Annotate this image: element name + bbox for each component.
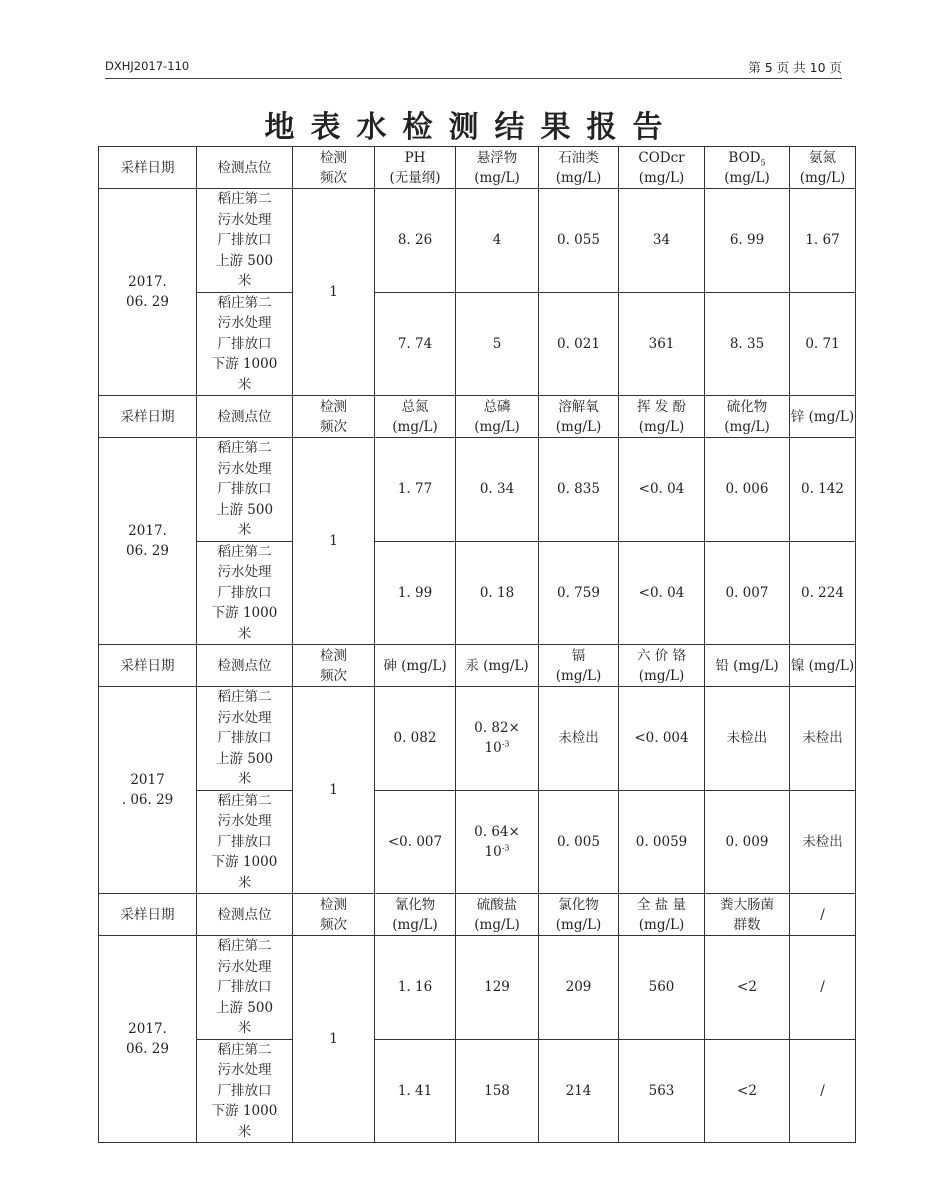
data-row: [99, 292, 856, 396]
sampling-date-header: 采样日期: [99, 396, 197, 438]
location-line: 稻庄第二: [217, 543, 272, 560]
location-line: 厂排放口: [217, 335, 272, 352]
value-cell: 1. 67: [790, 189, 856, 293]
location-line: 米: [237, 874, 252, 891]
location-upstream: [197, 189, 293, 293]
sampling-date-line: 2017.: [128, 523, 167, 539]
location-line: 稻庄第二: [217, 191, 272, 207]
location-line: 米: [237, 771, 252, 787]
location-line: 稻庄第二: [217, 440, 272, 456]
data-row: [99, 189, 856, 293]
sampling-date: [99, 687, 197, 894]
parameter-unit: 群数: [733, 916, 761, 933]
location-line: 上游 500: [215, 252, 274, 269]
parameter-name: 镍 (mg/L): [790, 657, 855, 674]
parameter-name: 六 价 铬: [636, 647, 687, 664]
parameter-unit: (mg/L): [799, 169, 846, 186]
data-row: [99, 1039, 856, 1143]
parameter-header: [790, 396, 856, 438]
location-line: 稻庄第二: [217, 792, 272, 809]
frequency-header-l2: 频次: [320, 169, 347, 186]
frequency-header-l1: 检测: [320, 896, 347, 913]
frequency-header: [293, 645, 375, 687]
parameter-name: 硫酸盐: [476, 896, 518, 913]
data-row: [99, 687, 856, 791]
location-line: 污水处理: [217, 958, 272, 975]
location-line: 米: [237, 273, 252, 289]
report-title: 地表水检测结果报告: [264, 110, 679, 145]
page-header: [105, 58, 842, 79]
value-cell: 5: [456, 292, 539, 396]
value-cell: 0. 021: [539, 292, 619, 396]
parameter-header: [375, 645, 456, 687]
value-cell: 1. 77: [375, 438, 456, 542]
sampling-date-line: 2017: [130, 772, 165, 788]
value-cell: 0. 224: [790, 541, 856, 645]
parameter-header: [539, 147, 619, 189]
sampling-date-line: . 06. 29: [121, 792, 174, 808]
value-exponent: -3: [501, 843, 510, 853]
location-header: 检测点位: [197, 396, 293, 438]
parameter-header: [619, 147, 705, 189]
parameter-unit: (mg/L): [638, 916, 685, 933]
parameter-name: 总氮: [401, 398, 429, 415]
frequency-header-l2: 频次: [320, 916, 347, 933]
location-line: 米: [237, 1123, 252, 1140]
value-cell: 6. 99: [705, 189, 790, 293]
parameter-unit: (mg/L): [474, 169, 520, 186]
data-row: [99, 541, 856, 645]
parameter-name: 氯化物: [558, 896, 599, 913]
parameter-header: [705, 894, 790, 936]
location-line: 污水处理: [217, 709, 272, 726]
sampling-date: [99, 189, 197, 396]
value-cell: 8. 35: [705, 292, 790, 396]
location-line: 厂排放口: [217, 232, 272, 248]
parameter-header: [619, 645, 705, 687]
location-line: 污水处理: [217, 564, 272, 580]
value-cell: 0. 71: [790, 292, 856, 396]
value-cell: 1. 41: [375, 1039, 456, 1143]
frequency-value: 1: [293, 189, 375, 396]
value-exponent: -3: [501, 739, 510, 749]
value-cell: 0. 007: [705, 541, 790, 645]
location-line: 污水处理: [217, 211, 272, 228]
header-row: [99, 894, 856, 936]
frequency-header: [293, 894, 375, 936]
parameter-unit: (mg/L): [724, 169, 770, 186]
location-header: 检测点位: [197, 894, 293, 936]
value-cell: 0. 759: [539, 541, 619, 645]
sampling-date-header: 采样日期: [99, 894, 197, 936]
location-line: 上游 500: [215, 501, 274, 518]
results-table: [98, 146, 856, 1143]
value-cell: 0. 18: [456, 541, 539, 645]
parameter-header: [456, 645, 539, 687]
frequency-header: [293, 396, 375, 438]
sampling-date-line: 2017.: [128, 1021, 167, 1037]
frequency-header: [293, 147, 375, 189]
header-row: [99, 396, 856, 438]
sampling-date-header: 采样日期: [99, 645, 197, 687]
parameter-header: [456, 396, 539, 438]
location-line: 厂排放口: [217, 1082, 272, 1099]
location-downstream: [197, 541, 293, 645]
value-mantissa: 0. 64×: [474, 823, 520, 840]
location-line: 厂排放口: [217, 584, 272, 601]
value-cell: 未检出: [790, 790, 856, 894]
location-line: 下游 1000: [211, 1103, 278, 1119]
header-row: [99, 147, 856, 189]
sampling-date: [99, 936, 197, 1143]
location-header: 检测点位: [197, 147, 293, 189]
parameter-name: 汞 (mg/L): [465, 657, 529, 674]
location-line: 污水处理: [217, 460, 272, 477]
parameter-unit: (mg/L): [638, 667, 685, 684]
parameter-unit: (mg/L): [555, 169, 602, 186]
location-line: 厂排放口: [217, 833, 272, 850]
value-cell: 1. 16: [375, 936, 456, 1040]
frequency-header-l1: 检测: [320, 647, 347, 664]
value-cell: <2: [705, 936, 790, 1040]
value-cell: 未检出: [539, 687, 619, 791]
parameter-name: BOD: [728, 149, 761, 166]
location-line: 米: [237, 522, 252, 538]
parameter-name: 石油类: [558, 149, 599, 166]
value-cell: 158: [456, 1039, 539, 1143]
value-cell: 129: [456, 936, 539, 1040]
data-row: [99, 438, 856, 542]
value-mantissa: 0. 82×: [474, 720, 520, 737]
parameter-unit: (mg/L): [474, 418, 520, 435]
location-downstream: [197, 1039, 293, 1143]
value-cell: 0. 142: [790, 438, 856, 542]
value-cell: [456, 687, 539, 791]
value-cell: <0. 007: [375, 790, 456, 894]
value-cell: 8. 26: [375, 189, 456, 293]
sampling-date-line: 06. 29: [126, 543, 169, 559]
sampling-date-header: 采样日期: [99, 147, 197, 189]
parameter-header: [539, 396, 619, 438]
location-line: 下游 1000: [211, 356, 278, 372]
parameter-header: [619, 894, 705, 936]
value-cell: /: [790, 1039, 856, 1143]
location-line: 厂排放口: [217, 979, 272, 995]
value-cell: 未检出: [705, 687, 790, 791]
parameter-unit: (mg/L): [555, 418, 602, 435]
parameter-unit: (mg/L): [555, 667, 602, 684]
location-downstream: [197, 790, 293, 894]
parameter-name: 铅 (mg/L): [715, 657, 779, 674]
location-upstream: [197, 438, 293, 542]
parameter-header: [375, 894, 456, 936]
value-cell: 0. 055: [539, 189, 619, 293]
parameter-name: 总磷: [483, 398, 511, 415]
location-line: 下游 1000: [211, 605, 278, 621]
value-cell: <2: [705, 1039, 790, 1143]
parameter-name: 镉: [571, 647, 586, 664]
location-line: 米: [237, 1020, 252, 1036]
parameter-header: [619, 396, 705, 438]
parameter-header: [790, 147, 856, 189]
value-cell: 209: [539, 936, 619, 1040]
value-cell: 361: [619, 292, 705, 396]
value-cell: /: [790, 936, 856, 1040]
subscript: 5: [760, 158, 766, 168]
value-cell: 4: [456, 189, 539, 293]
parameter-name: CODcr: [638, 149, 685, 166]
parameter-header: [705, 645, 790, 687]
parameter-header: [375, 396, 456, 438]
parameter-name: 悬浮物: [476, 149, 518, 166]
sampling-date: [99, 438, 197, 645]
value-cell: 0. 34: [456, 438, 539, 542]
data-row: [99, 936, 856, 1040]
parameter-header: [456, 147, 539, 189]
value-cell: 214: [539, 1039, 619, 1143]
location-line: 稻庄第二: [217, 1041, 272, 1058]
parameter-header: [375, 147, 456, 189]
value-cell: 0. 0059: [619, 790, 705, 894]
value-cell: 34: [619, 189, 705, 293]
value-cell: 0. 005: [539, 790, 619, 894]
parameter-unit: (mg/L): [392, 418, 438, 435]
value-cell: 0. 835: [539, 438, 619, 542]
parameter-name: 全 盐 量: [636, 896, 687, 913]
parameter-unit: (mg/L): [474, 916, 520, 933]
frequency-header-l2: 频次: [320, 667, 347, 684]
location-upstream: [197, 936, 293, 1040]
value-base: 10: [484, 843, 502, 860]
value-cell: <0. 04: [619, 541, 705, 645]
location-line: 上游 500: [215, 999, 274, 1016]
value-cell: 7. 74: [375, 292, 456, 396]
frequency-header-l1: 检测: [320, 149, 347, 166]
frequency-value: 1: [293, 438, 375, 645]
parameter-unit: (mg/L): [555, 916, 602, 933]
parameter-name: 挥 发 酚: [636, 398, 687, 415]
parameter-name: 锌 (mg/L): [790, 408, 855, 425]
frequency-value: 1: [293, 936, 375, 1143]
value-cell: 0. 006: [705, 438, 790, 542]
parameter-unit: (mg/L): [392, 916, 438, 933]
location-line: 下游 1000: [211, 854, 278, 870]
parameter-unit: (无量纲): [389, 169, 441, 186]
location-line: 稻庄第二: [217, 689, 272, 705]
frequency-header-l1: 检测: [320, 398, 347, 415]
parameter-header: [705, 147, 790, 189]
parameter-header: [539, 894, 619, 936]
value-cell: 560: [619, 936, 705, 1040]
location-upstream: [197, 687, 293, 791]
location-line: 厂排放口: [217, 730, 272, 746]
location-header: 检测点位: [197, 645, 293, 687]
parameter-name: 粪大肠菌: [720, 896, 774, 913]
parameter-name: 氨氮: [809, 149, 836, 166]
parameter-name: PH: [404, 149, 426, 166]
parameter-header: [790, 894, 856, 936]
header-row: [99, 645, 856, 687]
value-cell: 563: [619, 1039, 705, 1143]
parameter-header: [790, 645, 856, 687]
sampling-date-line: 2017.: [128, 274, 167, 290]
parameter-header: [456, 894, 539, 936]
frequency-header-l2: 频次: [320, 418, 347, 435]
location-line: 污水处理: [217, 315, 272, 331]
page-number: 第 5 页 共 10 页: [748, 60, 842, 75]
value-cell: [456, 790, 539, 894]
value-cell: 1. 99: [375, 541, 456, 645]
location-line: 稻庄第二: [217, 938, 272, 954]
location-downstream: [197, 292, 293, 396]
location-line: 米: [237, 376, 252, 393]
location-line: 米: [237, 625, 252, 642]
parameter-name: 氰化物: [394, 896, 436, 913]
data-row: [99, 790, 856, 894]
location-line: 上游 500: [215, 750, 274, 767]
value-cell: 0. 009: [705, 790, 790, 894]
value-cell: 未检出: [790, 687, 856, 791]
parameter-name: 砷 (mg/L): [383, 657, 447, 674]
document-id: DXHJ2017-110: [105, 59, 190, 73]
parameter-name: 溶解氧: [558, 398, 599, 415]
location-line: 厂排放口: [217, 481, 272, 497]
sampling-date-line: 06. 29: [126, 1041, 169, 1057]
parameter-name: 硫化物: [726, 398, 768, 415]
parameter-name: /: [820, 906, 825, 923]
frequency-value: 1: [293, 687, 375, 894]
value-cell: <0. 004: [619, 687, 705, 791]
parameter-header: [539, 645, 619, 687]
parameter-unit: (mg/L): [638, 169, 685, 186]
location-line: 污水处理: [217, 813, 272, 829]
parameter-unit: (mg/L): [638, 418, 685, 435]
sampling-date-line: 06. 29: [126, 294, 169, 310]
value-cell: <0. 04: [619, 438, 705, 542]
parameter-header: [705, 396, 790, 438]
parameter-unit: (mg/L): [724, 418, 770, 435]
value-base: 10: [484, 740, 502, 757]
location-line: 污水处理: [217, 1062, 272, 1078]
location-line: 稻庄第二: [217, 294, 272, 311]
value-cell: 0. 082: [375, 687, 456, 791]
